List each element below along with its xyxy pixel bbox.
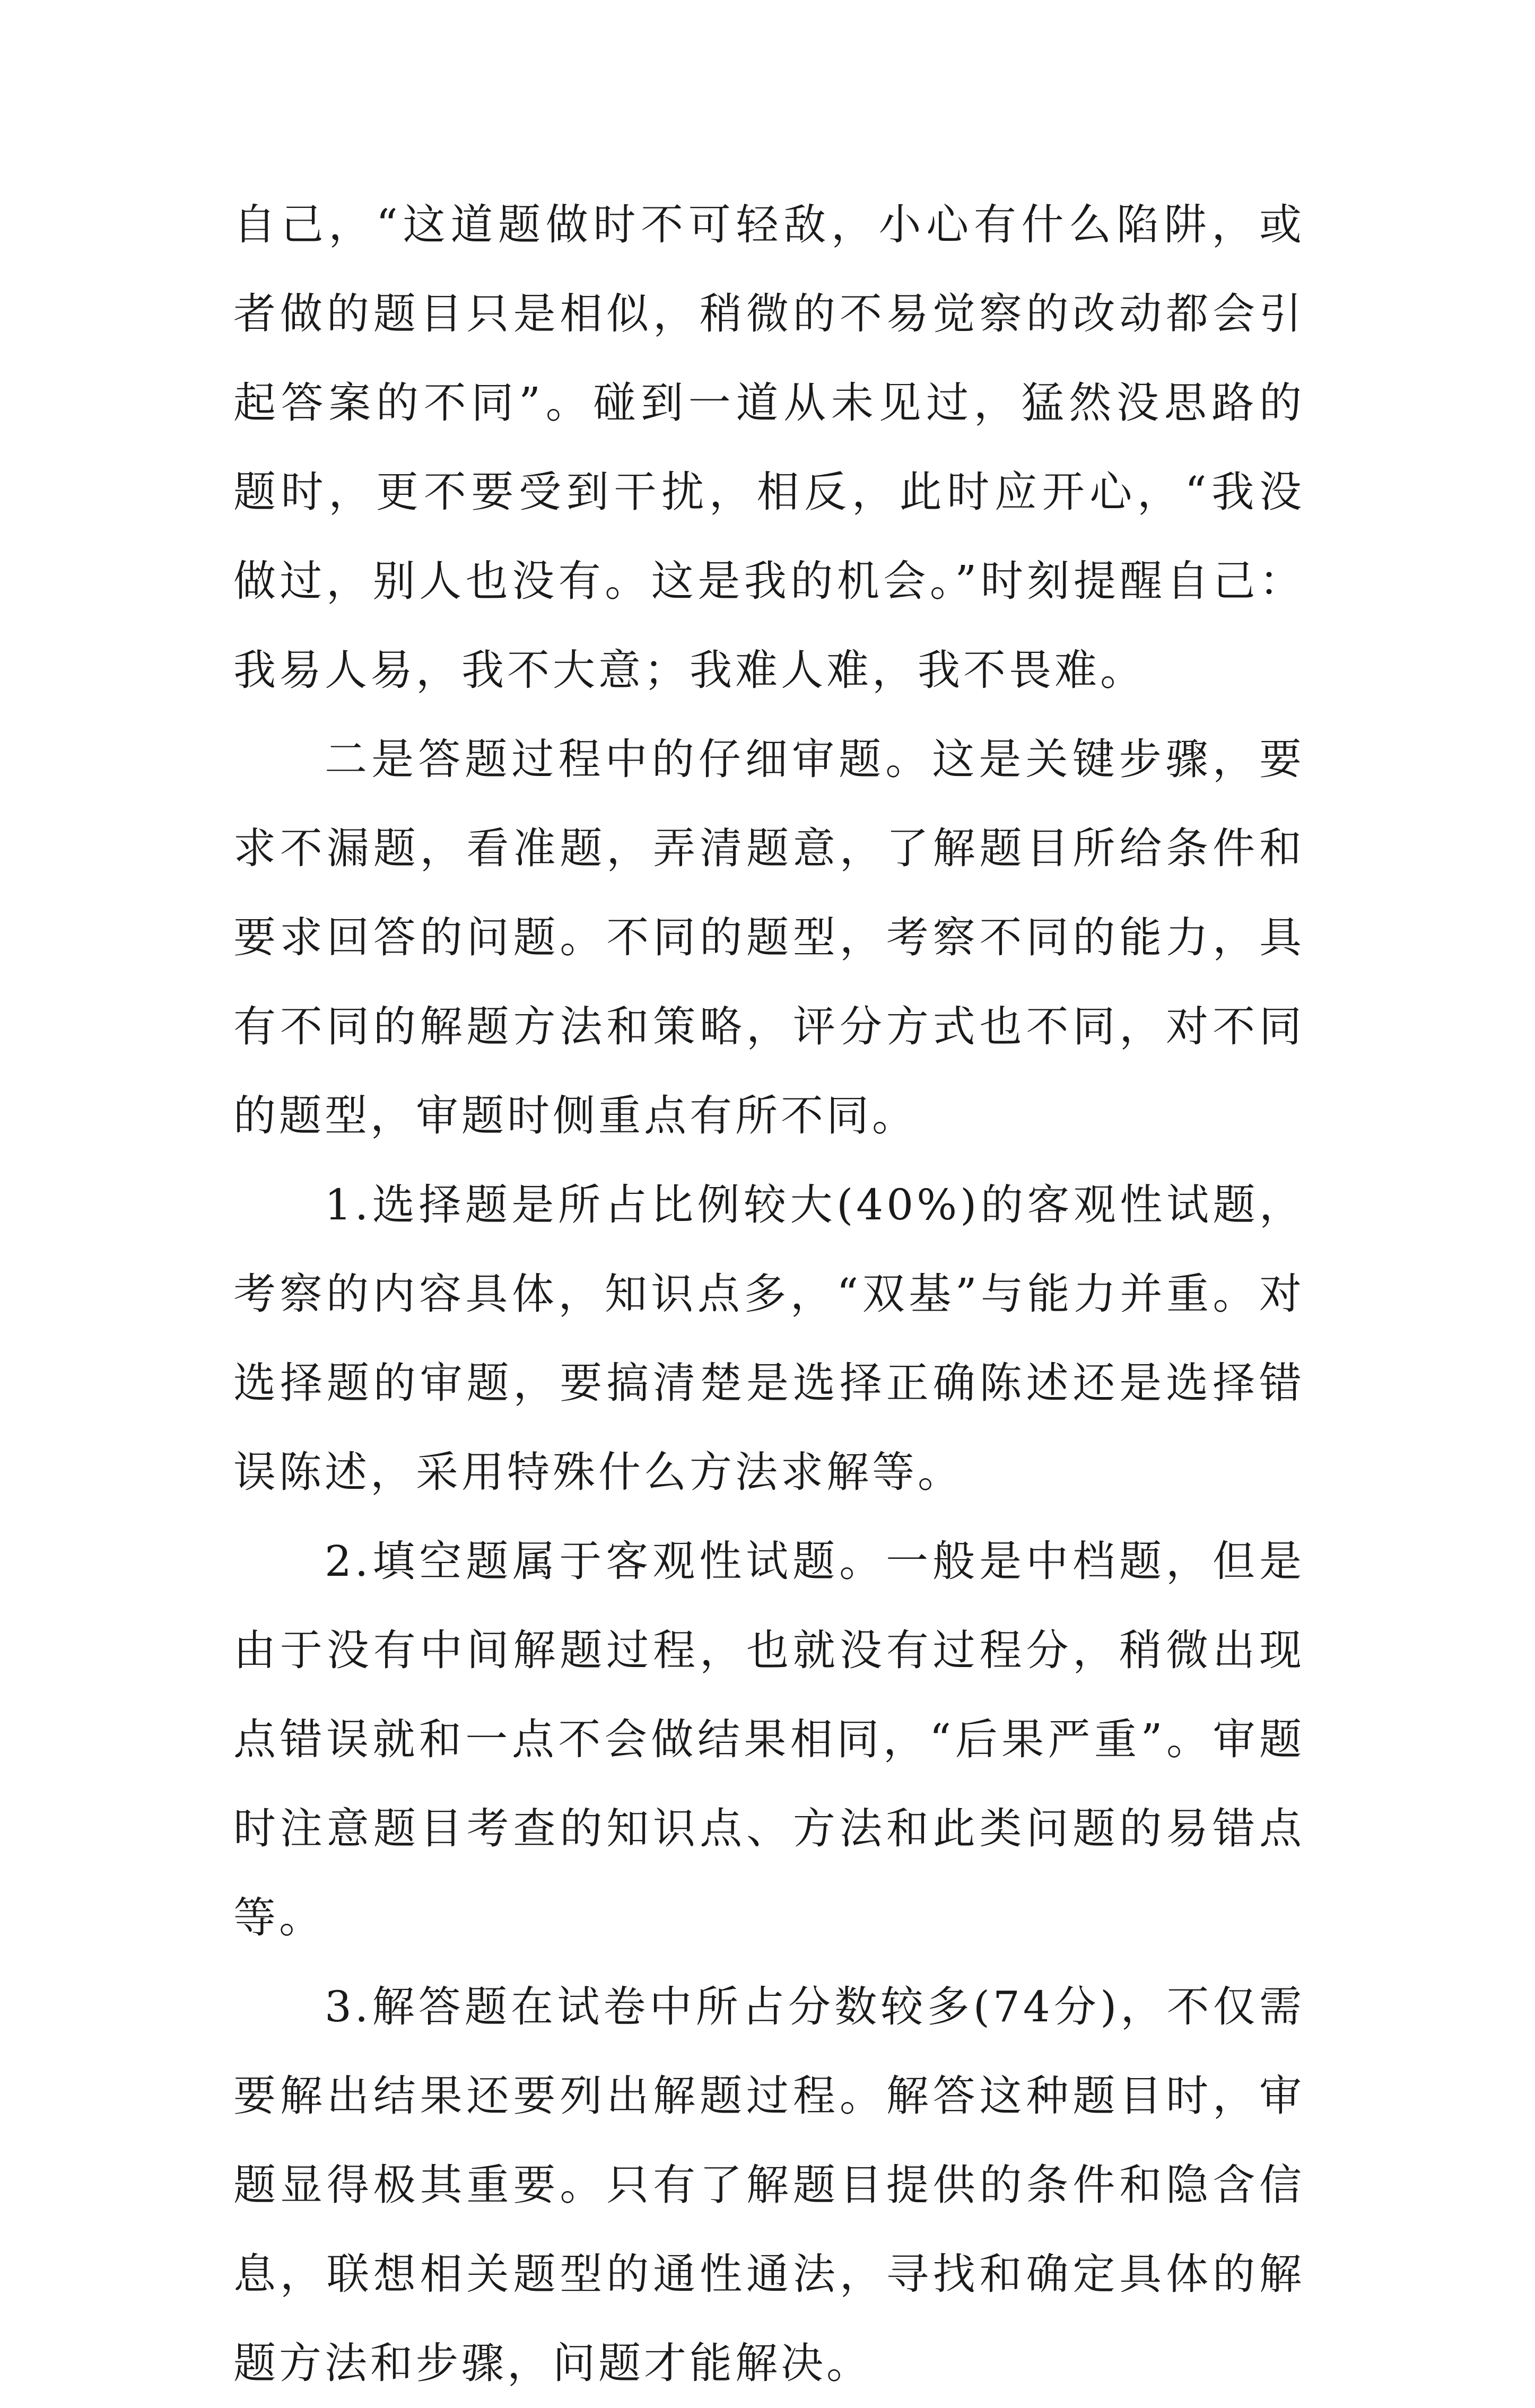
paragraph-fill-in-blank: 2.填空题属于客观性试题。一般是中档题，但是由于没有中间解题过程，也就没有过程分，稍微出现点错误就和一点不会做结果相同，“后果严重”。审题时注意题目考查的知识点、方法和此类问题的易错点等。 [233, 1537, 1305, 1942]
document-body [233, 180, 1305, 2408]
paragraph-continued: 自己，“这道题做时不可轻敌，小心有什么陷阱，或者做的题目只是相似，稍微的不易觉察的改动都会引起答案的不同”。碰到一道从未见过，猛然没思路的题时，更不要受到干扰，相反，此时应开心，“我没做过，别人也没有。这是我的机会。”时刻提醒自己：我易人易，我不大意；我难人难，我不畏难。 [233, 200, 1305, 695]
paragraph-multiple-choice: 1.选择题是所占比例较大(40%)的客观性试题，考察的内容具体，知识点多，“双基”与能力并重。对选择题的审题，要搞清楚是选择正确陈述还是选择错误陈述，采用特殊什么方法求解等。 [233, 1180, 1305, 1497]
paragraph-careful-review: 二是答题过程中的仔细审题。这是关键步骤，要求不漏题，看准题，弄清题意，了解题目所给条件和要求回答的问题。不同的题型，考察不同的能力，具有不同的解题方法和策略，评分方式也不同，对不同的题型，审题时侧重点有所不同。 [233, 735, 1305, 1140]
paragraph-free-response: 3.解答题在试卷中所占分数较多(74分)，不仅需要解出结果还要列出解题过程。解答这种题目时，审题显得极其重要。只有了解题目提供的条件和隐含信息，联想相关题型的通性通法，寻找和确定具体的解题方法和步骤，问题才能解决。 [233, 1982, 1305, 2388]
